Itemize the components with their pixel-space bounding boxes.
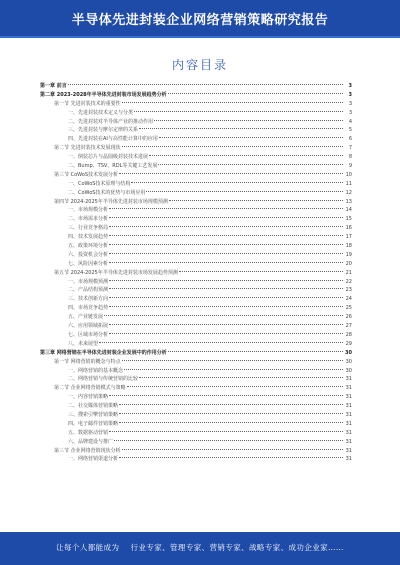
toc-entry-page: 31 xyxy=(345,420,352,427)
toc-leader-dots xyxy=(122,102,343,103)
footer-slogan xyxy=(0,542,400,553)
toc-entry[interactable] xyxy=(40,100,352,109)
toc-entry-label: 八、未来展望 xyxy=(68,340,99,347)
table-of-contents xyxy=(40,82,352,464)
toc-entry-label: 三、行业竞争格局 xyxy=(68,225,109,232)
toc-entry-page: 31 xyxy=(345,394,352,401)
toc-entry[interactable] xyxy=(40,367,352,376)
toc-leader-dots xyxy=(139,128,343,129)
toc-leader-dots xyxy=(109,217,343,218)
toc-leader-dots xyxy=(109,253,343,254)
toc-entry[interactable] xyxy=(40,224,352,233)
toc-entry-page: 3 xyxy=(348,109,352,116)
toc-entry-label: 六、应用领域拓展 xyxy=(68,323,109,330)
toc-entry[interactable] xyxy=(40,278,352,287)
toc-entry-label: 四、技术发展趋势 xyxy=(68,234,109,241)
toc-entry[interactable] xyxy=(40,349,352,358)
toc-leader-dots xyxy=(104,315,343,316)
toc-leader-dots xyxy=(122,449,343,450)
footer-bar xyxy=(0,532,400,565)
toc-entry-page: 31 xyxy=(345,447,352,454)
toc-entry[interactable] xyxy=(40,198,352,207)
toc-leader-dots xyxy=(146,191,343,192)
toc-leader-dots xyxy=(127,386,343,387)
toc-entry-label: 六、品牌建设与推广 xyxy=(68,438,114,445)
toc-entry-page: 3 xyxy=(348,100,352,107)
toc-heading: 内容目录 xyxy=(171,58,228,72)
toc-entry-label: 二、社交媒体营销策略 xyxy=(68,403,119,410)
toc-entry-page: 26 xyxy=(345,314,352,321)
toc-entry[interactable] xyxy=(40,447,352,456)
toc-entry-label: 第三节 企业网络营销现状分析 xyxy=(54,447,121,454)
toc-leader-dots xyxy=(122,146,343,147)
toc-entry-label: 三、技术创新方向 xyxy=(68,296,109,303)
toc-entry-label: 一、市场规模预测 xyxy=(68,278,109,285)
toc-entry-page: 7 xyxy=(348,145,352,152)
toc-entry[interactable] xyxy=(40,233,352,242)
toc-leader-dots xyxy=(122,360,343,361)
toc-entry[interactable] xyxy=(40,393,352,402)
toc-leader-dots xyxy=(168,351,343,352)
toc-entry-label: 二、CoWoS技术的优势与市场应用 xyxy=(68,189,146,196)
toc-entry[interactable] xyxy=(40,340,352,349)
toc-entry-page: 20 xyxy=(345,260,352,267)
toc-entry-page: 30 xyxy=(345,358,352,365)
toc-entry-page: 8 xyxy=(348,154,352,161)
toc-leader-dots xyxy=(109,280,343,281)
toc-leader-dots xyxy=(124,369,343,370)
report-title: 半导体先进封装企业网络营销策略研究报告 xyxy=(71,13,329,28)
toc-leader-dots xyxy=(168,93,343,94)
toc-entry[interactable] xyxy=(40,429,352,438)
toc-entry-label: 第二节 企业网络营销模式与策略 xyxy=(54,385,126,392)
toc-entry[interactable] xyxy=(40,384,352,393)
toc-leader-dots xyxy=(109,431,343,432)
toc-entry[interactable] xyxy=(40,438,352,447)
toc-leader-dots xyxy=(109,235,343,236)
toc-entry-page: 31 xyxy=(345,438,352,445)
toc-entry-page: 11 xyxy=(345,180,352,187)
toc-entry-label: 第三节 CoWoS技术发展分析 xyxy=(54,171,119,178)
toc-entry-page: 27 xyxy=(345,323,352,330)
toc-entry-label: 第一章 前言 xyxy=(40,83,67,89)
toc-entry-page: 29 xyxy=(345,340,352,347)
toc-entry-page: 25 xyxy=(345,305,352,312)
toc-entry-page: 3 xyxy=(348,91,352,98)
toc-entry-page: 30 xyxy=(345,367,352,374)
toc-entry-label: 第二章 2023-2028年半导体先进封装市场发展趋势分析 xyxy=(40,91,167,98)
toc-entry-label: 三、搜索引擎营销策略 xyxy=(68,411,119,418)
toc-entry-label: 第五节 2024-2025年半导体先进封装市场发展趋势预测 xyxy=(54,269,178,276)
toc-leader-dots xyxy=(109,244,343,245)
toc-entry-page: 6 xyxy=(348,136,352,143)
toc-leader-dots xyxy=(134,111,343,112)
toc-entry[interactable] xyxy=(40,215,352,224)
toc-entry-page: 4 xyxy=(348,118,352,125)
toc-entry[interactable] xyxy=(40,295,352,304)
toc-entry-page: 18 xyxy=(345,243,352,250)
toc-entry-label: 第四节 2024-2025年半导体先进封装市场规模预测 xyxy=(54,198,168,205)
toc-leader-dots xyxy=(158,164,343,165)
toc-entry-label: 五、产业链发展 xyxy=(68,314,104,321)
toc-entry[interactable] xyxy=(40,109,352,118)
toc-entry-label: 一、倒装芯片与晶圆级封装技术进展 xyxy=(68,154,149,161)
toc-entry-label: 四、电子邮件营销策略 xyxy=(68,420,119,427)
toc-entry[interactable] xyxy=(40,420,352,429)
toc-entry-label: 一、CoWoS技术原理与结构 xyxy=(68,180,131,187)
toc-leader-dots xyxy=(154,120,343,121)
toc-entry-page: 31 xyxy=(345,403,352,410)
toc-entry[interactable] xyxy=(40,144,352,153)
toc-leader-dots xyxy=(119,173,343,174)
toc-entry[interactable] xyxy=(40,358,352,367)
toc-entry[interactable] xyxy=(40,375,352,384)
toc-entry[interactable] xyxy=(40,251,352,260)
toc-entry-label: 一、内容营销策略 xyxy=(68,394,109,401)
toc-leader-dots xyxy=(139,377,343,378)
toc-entry-label: 一、市场规模分析 xyxy=(68,207,109,214)
toc-entry[interactable] xyxy=(40,162,352,171)
toc-leader-dots xyxy=(109,297,343,298)
toc-entry-label: 第三章 网络营销在半导体先进封装企业发展中的作用分析 xyxy=(40,349,167,356)
toc-entry-page: 31 xyxy=(345,456,352,463)
toc-entry-label: 一、网络营销渠道分析 xyxy=(68,456,119,463)
toc-entry-page: 22 xyxy=(345,278,352,285)
toc-entry-page: 21 xyxy=(345,269,352,276)
toc-entry[interactable] xyxy=(40,171,352,180)
toc-entry[interactable] xyxy=(40,313,352,322)
toc-leader-dots xyxy=(169,200,343,201)
footer-slogan-right: 行业专家、管理专家、营销专家、战略专家、成功企业家…… xyxy=(130,543,344,552)
toc-entry-page: 15 xyxy=(345,216,352,223)
toc-entry-label: 二、产品结构预测 xyxy=(68,287,109,294)
toc-entry-page: 5 xyxy=(348,127,352,134)
toc-entry-label: 六、投资机会分析 xyxy=(68,251,109,258)
toc-leader-dots xyxy=(149,155,343,156)
toc-leader-dots xyxy=(109,395,343,396)
toc-entry-page: 12 xyxy=(345,189,352,196)
toc-entry[interactable] xyxy=(40,402,352,411)
toc-entry-label: 七、风险因素分析 xyxy=(68,260,109,267)
toc-leader-dots xyxy=(109,324,343,325)
toc-entry[interactable] xyxy=(40,189,352,198)
toc-leader-dots xyxy=(109,226,343,227)
toc-entry-label: 二、先进封装对半导体产业的推动作用 xyxy=(68,118,154,125)
toc-entry[interactable] xyxy=(40,206,352,215)
toc-leader-dots xyxy=(109,208,343,209)
toc-entry-label: 第一节 先进封装技术的重要性 xyxy=(54,100,121,107)
toc-entry[interactable] xyxy=(40,126,352,135)
toc-entry-label: 三、先进封装与摩尔定律的关系 xyxy=(68,127,139,134)
toc-entry-label: 二、市场需求分析 xyxy=(68,216,109,223)
toc-entry-label: 二、Bump、TSV、RDL等关键工艺发展 xyxy=(68,163,158,170)
toc-entry-page: 9 xyxy=(348,163,352,170)
toc-leader-dots xyxy=(179,271,343,272)
toc-leader-dots xyxy=(159,137,343,138)
toc-entry[interactable] xyxy=(40,180,352,189)
toc-leader-dots xyxy=(99,342,343,343)
toc-entry-page: 31 xyxy=(345,411,352,418)
toc-entry[interactable] xyxy=(40,411,352,420)
toc-entry-label: 二、网络营销与传统营销的比较 xyxy=(68,376,139,383)
toc-entry-page: 24 xyxy=(345,296,352,303)
toc-entry[interactable] xyxy=(40,269,352,278)
toc-entry-page: 13 xyxy=(345,198,352,205)
toc-entry[interactable] xyxy=(40,153,352,162)
toc-entry-page: 3 xyxy=(348,83,352,89)
toc-entry-label: 七、区域市场分析 xyxy=(68,331,109,338)
toc-entry-page: 10 xyxy=(345,171,352,178)
toc-leader-dots xyxy=(68,84,343,85)
toc-entry-page: 23 xyxy=(345,287,352,294)
toc-entry[interactable] xyxy=(40,135,352,144)
toc-leader-dots xyxy=(109,306,343,307)
toc-leader-dots xyxy=(114,440,343,441)
toc-entry-page: 16 xyxy=(345,225,352,232)
toc-entry[interactable] xyxy=(40,118,352,127)
toc-leader-dots xyxy=(109,288,343,289)
toc-leader-dots xyxy=(131,182,343,183)
toc-entry-label: 一、网络营销的基本概念 xyxy=(68,367,124,374)
toc-entry[interactable] xyxy=(40,331,352,340)
toc-entry-label: 第一节 网络营销的概念与特点 xyxy=(54,358,121,365)
toc-entry-label: 五、数据驱动营销 xyxy=(68,429,109,436)
toc-leader-dots xyxy=(119,457,343,458)
toc-entry[interactable] xyxy=(40,82,352,91)
toc-entry[interactable] xyxy=(40,322,352,331)
toc-entry[interactable] xyxy=(40,304,352,313)
toc-leader-dots xyxy=(109,333,343,334)
toc-leader-dots xyxy=(119,422,343,423)
footer-slogan-left: 让每个人都能成为 xyxy=(56,543,120,552)
toc-entry-page: 17 xyxy=(345,234,352,241)
toc-entry-label: 四、先进封装在AI与高性能计算中的应用 xyxy=(68,136,158,143)
toc-entry-label: 四、市场竞争趋势 xyxy=(68,305,109,312)
toc-entry-page: 31 xyxy=(345,385,352,392)
toc-entry-label: 第二节 先进封装技术发展现状 xyxy=(54,145,121,152)
toc-entry-page: 31 xyxy=(345,429,352,436)
toc-leader-dots xyxy=(109,262,343,263)
toc-entry[interactable] xyxy=(40,260,352,269)
toc-entry[interactable] xyxy=(40,286,352,295)
toc-entry-page: 31 xyxy=(345,376,352,383)
toc-entry[interactable] xyxy=(40,242,352,251)
header-stripe xyxy=(0,36,400,38)
toc-entry-page: 14 xyxy=(345,207,352,214)
toc-entry-page: 30 xyxy=(345,349,352,356)
toc-entry-page: 19 xyxy=(345,251,352,258)
header-bar xyxy=(0,0,400,36)
toc-entry-page: 28 xyxy=(345,331,352,338)
toc-entry[interactable] xyxy=(40,91,352,100)
toc-leader-dots xyxy=(119,413,343,414)
toc-entry-label: 五、政策环境分析 xyxy=(68,243,109,250)
toc-entry[interactable] xyxy=(40,455,352,464)
toc-entry-label: 一、先进封装技术定义与分类 xyxy=(68,109,134,116)
toc-leader-dots xyxy=(119,404,343,405)
